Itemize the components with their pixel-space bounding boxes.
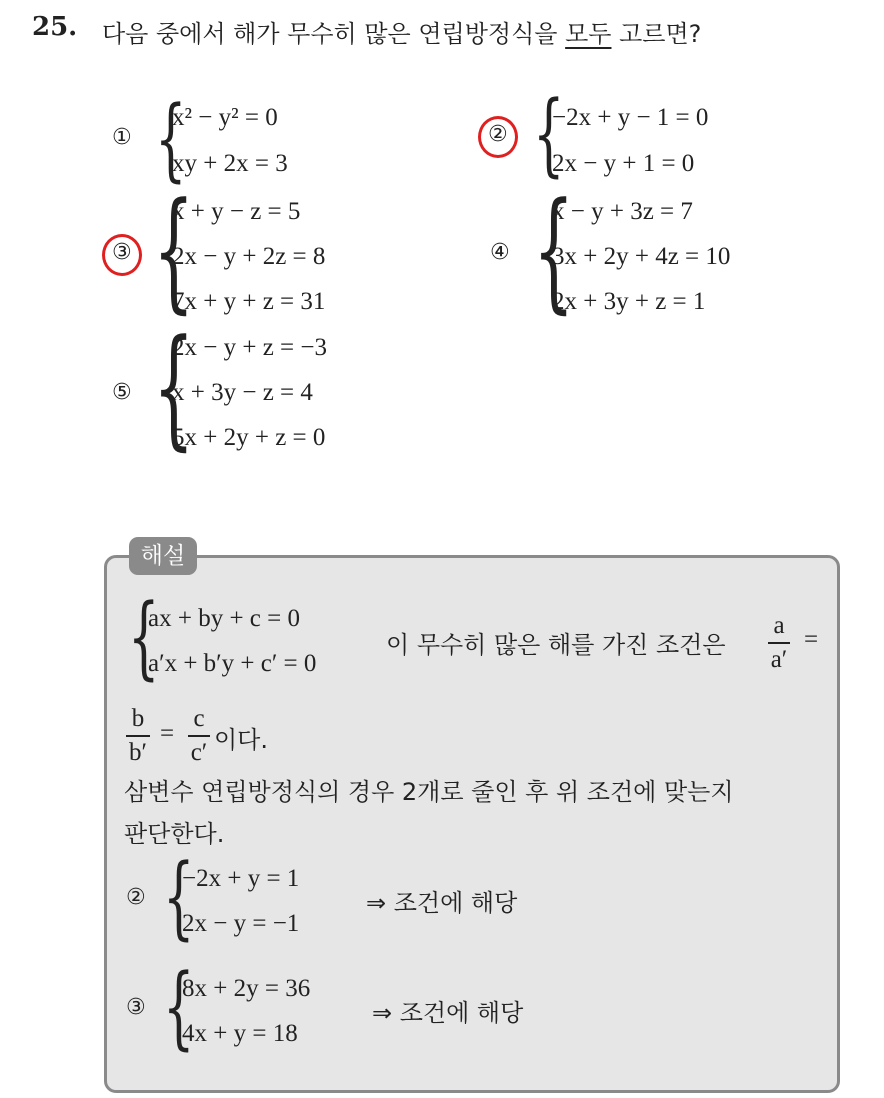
case-3-brace: {: [163, 955, 195, 1060]
case-3-result: ⇒ 조건에 해당: [372, 999, 524, 1027]
option-1-brace: {: [155, 87, 187, 192]
equals-sign: =: [804, 626, 819, 653]
solution-system-brace: {: [128, 585, 160, 690]
option-4-brace: {: [533, 174, 575, 326]
option-5-eq-1: 2x − y + z = −3: [172, 334, 327, 361]
fraction-b-den: b′: [129, 738, 147, 766]
question-text-after: 고르면?: [619, 20, 702, 48]
fraction-bar: [126, 735, 150, 737]
option-3-brace: {: [153, 174, 195, 326]
option-2-eq-2: 2x − y + 1 = 0: [552, 150, 695, 177]
option-4-eq-1: x − y + 3z = 7: [552, 198, 693, 225]
solution-system-eq-2: a′x + b′y + c′ = 0: [148, 650, 317, 677]
solution-condition-text: 이 무수히 많은 해를 가진 조건은: [386, 631, 726, 659]
option-4-label[interactable]: ④: [490, 240, 510, 265]
case-2-label: ②: [126, 885, 146, 910]
fraction-c: [188, 705, 210, 767]
option-3-eq-3: 7x + y + z = 31: [172, 288, 326, 315]
fraction-a: [768, 612, 790, 674]
option-2-brace: {: [533, 82, 565, 187]
option-2-label[interactable]: ②: [488, 122, 508, 147]
equals-sign: =: [160, 720, 175, 747]
solution-system-eq-1: ax + by + c = 0: [148, 605, 300, 632]
case-3-eq-1: 8x + 2y = 36: [182, 975, 311, 1002]
solution-paragraph-line-2: 판단한다.: [124, 820, 225, 848]
option-4-eq-3: 2x + 3y + z = 1: [552, 288, 706, 315]
fraction-b-num: b: [131, 705, 145, 732]
case-2-eq-2: 2x − y = −1: [182, 910, 300, 937]
question-underlined: 모두: [565, 20, 612, 48]
case-3-eq-2: 4x + y = 18: [182, 1020, 298, 1047]
case-3-label: ③: [126, 995, 146, 1020]
solution-ending: 이다.: [214, 726, 268, 754]
option-5-brace: {: [153, 311, 195, 463]
option-1-eq-2: xy + 2x = 3: [172, 150, 288, 177]
question-number: 25.: [32, 12, 78, 42]
solution-paragraph-line-1: 삼변수 연립방정식의 경우 2개로 줄인 후 위 조건에 맞는지: [124, 778, 734, 806]
option-5-eq-2: x + 3y − z = 4: [172, 379, 313, 406]
option-3-eq-1: x + y − z = 5: [172, 198, 301, 225]
option-3-label[interactable]: ③: [112, 240, 132, 265]
option-2-eq-1: −2x + y − 1 = 0: [552, 104, 709, 131]
fraction-c-den: c′: [190, 738, 208, 766]
option-3-eq-2: 2x − y + 2z = 8: [172, 243, 326, 270]
fraction-a-num: a: [773, 612, 785, 639]
option-1-label[interactable]: ①: [112, 125, 132, 150]
solution-tag: 해설: [129, 537, 197, 575]
fraction-c-num: c: [193, 705, 205, 732]
question-text-before: 다음 중에서 해가 무수히 많은 연립방정식을: [102, 20, 558, 48]
option-1-eq-1: x² − y² = 0: [172, 104, 278, 131]
fraction-bar: [188, 735, 210, 737]
fraction-bar: [768, 642, 790, 644]
fraction-b: [126, 705, 150, 767]
fraction-a-den: a′: [770, 645, 788, 673]
case-2-eq-1: −2x + y = 1: [182, 865, 300, 892]
option-5-eq-3: 5x + 2y + z = 0: [172, 424, 326, 451]
case-2-brace: {: [163, 845, 195, 950]
case-2-result: ⇒ 조건에 해당: [366, 889, 518, 917]
question-text: [102, 14, 701, 49]
option-5-label[interactable]: ⑤: [112, 380, 132, 405]
option-4-eq-2: 3x + 2y + 4z = 10: [552, 243, 731, 270]
